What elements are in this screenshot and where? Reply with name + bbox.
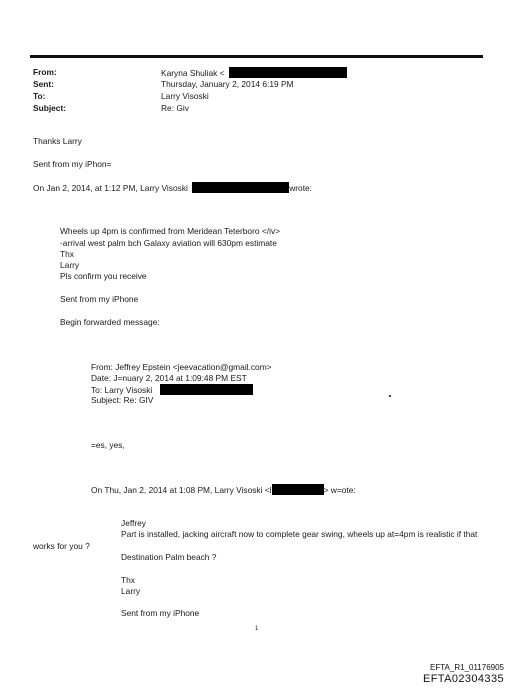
bates-number-primary: EFTA_R1_01176905 (430, 663, 504, 672)
message-line: Begin forwarded message: (60, 317, 160, 327)
message-line: Sent from my iPhone (121, 608, 200, 618)
body-line: Sent from my iPhon= (33, 159, 112, 169)
redaction-box (160, 384, 253, 395)
quote-header-text: On Jan 2, 2014, at 1:12 PM, Larry Visoski (33, 183, 188, 193)
bates-number-secondary: EFTA02304335 (422, 673, 504, 685)
to-label: To: (33, 91, 46, 101)
message-line: Pls confirm you receive (60, 271, 147, 281)
sent-value: Thursday, January 2, 2014 6:19 PM (161, 79, 294, 89)
from-value (161, 67, 347, 79)
body-line: Thanks Larry (33, 136, 82, 146)
message-line: Destination Palm beach ? (121, 552, 217, 562)
reply-line: =es, yes, (91, 440, 125, 450)
message-line: Thx (60, 249, 74, 259)
header-rule (30, 55, 483, 58)
forwarded-to-text: To: Larry Visoski (91, 385, 153, 395)
forwarded-from: From: Jeffrey Epstein <jeevacation@gmail.com> (91, 362, 272, 372)
redaction-box (229, 67, 347, 78)
from-value-text: Karyna Shuliak < (161, 68, 225, 78)
redaction-box (192, 182, 289, 193)
message-line: Larry (60, 260, 80, 270)
message-line: Wheels up 4pm is confirmed from Meridean Teterboro </iv> (60, 226, 281, 236)
subject-value: Re: Giv (161, 103, 189, 113)
message-line: Sent from my iPhone (60, 294, 139, 304)
message-line: works for you ? (33, 541, 90, 551)
message-line: Part is installed, jacking aircraft now to complete gear swing, wheels up at=4pm is realistic if that (121, 529, 478, 539)
quote-header-text: On Thu, Jan 2, 2014 at 1:08 PM, Larry Visoski <l (91, 485, 272, 495)
message-line: Jeffrey (121, 518, 146, 528)
message-line: Thx (121, 575, 135, 585)
message-line: -arrival west palm bch Galaxy aviation will 630pm estimate (60, 238, 277, 248)
from-label: From: (33, 67, 57, 77)
quote-header (33, 182, 312, 194)
forwarded-date: Date: J=nuary 2, 2014 at 1:09:48 PM EST (91, 373, 247, 383)
to-value: Larry Visoski (161, 91, 209, 101)
forwarded-to (91, 384, 253, 396)
redaction-box (272, 484, 324, 495)
speck (389, 395, 391, 397)
sent-label: Sent: (33, 79, 54, 89)
quote-header-suffix: > w=ote: (323, 485, 356, 495)
quote-header-suffix: wrote: (289, 183, 313, 193)
quote-header (91, 484, 356, 496)
message-line: Larry (121, 586, 141, 596)
subject-label: Subject: (33, 103, 67, 113)
page-number: 1 (255, 626, 259, 632)
forwarded-subject: Subject: Re: GIV (91, 395, 154, 405)
